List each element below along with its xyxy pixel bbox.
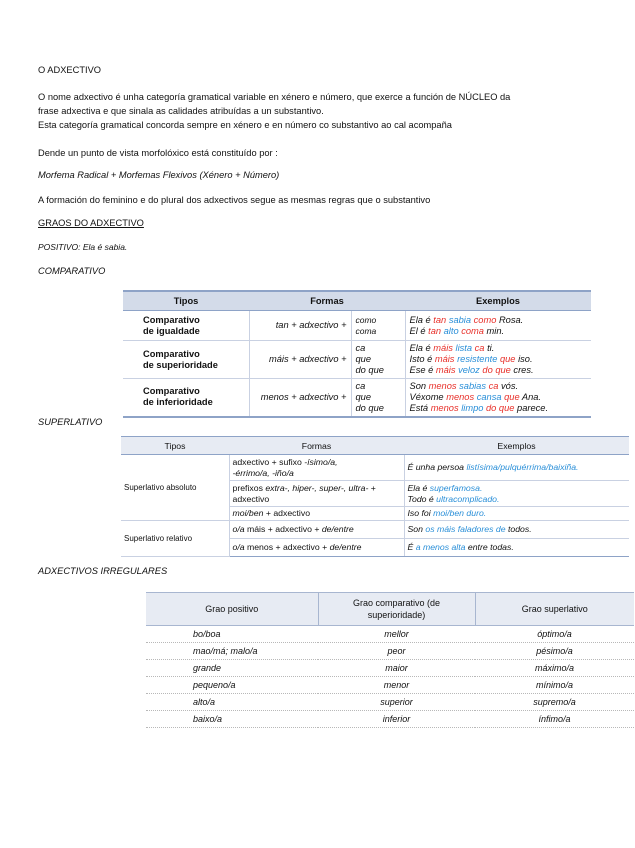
conector-cell: como coma	[351, 311, 405, 341]
exemplo-cell: Ela é tan sabia como Rosa. El é tan alto coma min.	[405, 311, 591, 341]
header-formas: Formas	[249, 291, 405, 311]
table-row	[123, 379, 591, 417]
positivo-cell: bo/boa	[146, 626, 318, 643]
header-tipos: Tipos	[121, 437, 229, 455]
comparativo-cell: menor	[318, 677, 475, 694]
superlativo-table	[121, 436, 629, 557]
irregulares-table	[146, 592, 634, 728]
table-row	[123, 341, 591, 379]
intro-line-3: Esta categoría gramatical concorda sempre en xénero e en número co substantivo ao cal acompaña	[38, 120, 452, 130]
comparativo-cell: mellor	[318, 626, 475, 643]
exemplo-cell: Son os máis faladores de todos.	[404, 521, 629, 539]
superlativo-cell: óptimo/a	[475, 626, 634, 643]
forma-cell: o/a máis + adxectivo + de/entre	[229, 521, 404, 539]
comparativo-cell: maior	[318, 660, 475, 677]
table-row	[146, 643, 634, 660]
formation-text: A formación do feminino e do plural dos adxectivos segue as mesmas regras que o substantivo	[38, 195, 431, 205]
superlativo-cell: ínfimo/a	[475, 711, 634, 728]
page-title: O ADXECTIVO	[38, 65, 102, 75]
conector-cell: ca que do que	[351, 379, 405, 417]
table-row	[146, 677, 634, 694]
exemplo-cell: É a menos alta entre todas.	[404, 539, 629, 557]
positivo-cell: mao/má; malo/a	[146, 643, 318, 660]
graos-heading: GRAOS DO ADXECTIVO	[38, 218, 144, 228]
forma-cell: adxectivo + sufixo -ísimo/a, -érrimo/a, -iño/a	[229, 455, 404, 481]
morph-intro: Dende un punto de vista morfolóxico está constituído por :	[38, 148, 278, 158]
table-row	[123, 311, 591, 341]
superlativo-cell: mínimo/a	[475, 677, 634, 694]
intro-line-1: O nome adxectivo é unha categoría gramatical variable en xénero e número, que exerce a función de NÚCLEO da	[38, 92, 511, 102]
positivo-line: POSITIVO: Ela é sabia.	[38, 242, 128, 252]
superlativo-cell: máximo/a	[475, 660, 634, 677]
tipo-cell: Comparativo de superioridade	[123, 341, 249, 379]
exemplo-cell: Ela é superfamosa. Todo é ultracomplicado.	[404, 481, 629, 507]
table-row	[146, 711, 634, 728]
tipo-relativo-cell: Superlativo relativo	[121, 521, 229, 557]
morph-formula: Morfema Radical + Morfemas Flexivos (Xénero + Número)	[38, 170, 280, 180]
comparativo-cell: superior	[318, 694, 475, 711]
table-row	[146, 660, 634, 677]
exemplo-cell: Iso foi moi/ben duro.	[404, 507, 629, 521]
tipo-absoluto-cell: Superlativo absoluto	[121, 455, 229, 521]
positivo-cell: alto/a	[146, 694, 318, 711]
header-formas: Formas	[229, 437, 404, 455]
forma-cell: tan + adxectivo +	[249, 311, 351, 341]
forma-cell: menos + adxectivo +	[249, 379, 351, 417]
positivo-cell: baixo/a	[146, 711, 318, 728]
exemplo-cell: É unha persoa listísima/pulquérrima/baixiña.	[404, 455, 629, 481]
table-row	[146, 694, 634, 711]
positivo-cell: pequeno/a	[146, 677, 318, 694]
comparativo-cell: inferior	[318, 711, 475, 728]
table-header-row	[146, 593, 634, 626]
intro-line-2: frase adxectiva e que sinala as calidades atribuídas a un substantivo.	[38, 106, 324, 116]
superlativo-cell: pésimo/a	[475, 643, 634, 660]
table-row	[121, 455, 629, 481]
comparativo-cell: peor	[318, 643, 475, 660]
conector-cell: ca que do que	[351, 341, 405, 379]
forma-cell: prefixos extra-, hiper-, super-, ultra- + adxectivo	[229, 481, 404, 507]
header-tipos: Tipos	[123, 291, 249, 311]
header-positivo: Grao positivo	[146, 593, 318, 626]
superlativo-cell: supremo/a	[475, 694, 634, 711]
header-exemplos: Exemplos	[405, 291, 591, 311]
table-header-row	[123, 291, 591, 311]
forma-cell: o/a menos + adxectivo + de/entre	[229, 539, 404, 557]
exemplo-cell: Ela é máis lista ca ti. Isto é máis resistente que iso. Ese é máis veloz do que cres.	[405, 341, 591, 379]
table-row	[121, 521, 629, 539]
forma-cell: moi/ben + adxectivo	[229, 507, 404, 521]
forma-cell: máis + adxectivo +	[249, 341, 351, 379]
superlativo-heading: SUPERLATIVO	[38, 417, 103, 427]
header-comparativo: Grao comparativo (de superioridade)	[318, 593, 475, 626]
comparativo-table	[123, 290, 591, 418]
table-header-row	[121, 437, 629, 455]
exemplo-cell: Son menos sabias ca vós. Véxome menos cansa que Ana. Está menos limpo do que parece.	[405, 379, 591, 417]
irregulares-heading: ADXECTIVOS IRREGULARES	[38, 566, 168, 576]
positivo-cell: grande	[146, 660, 318, 677]
header-superlativo: Grao superlativo	[475, 593, 634, 626]
table-row	[146, 626, 634, 643]
comparativo-heading: COMPARATIVO	[38, 266, 106, 276]
tipo-cell: Comparativo de inferioridade	[123, 379, 249, 417]
header-exemplos: Exemplos	[404, 437, 629, 455]
tipo-cell: Comparativo de igualdade	[123, 311, 249, 341]
